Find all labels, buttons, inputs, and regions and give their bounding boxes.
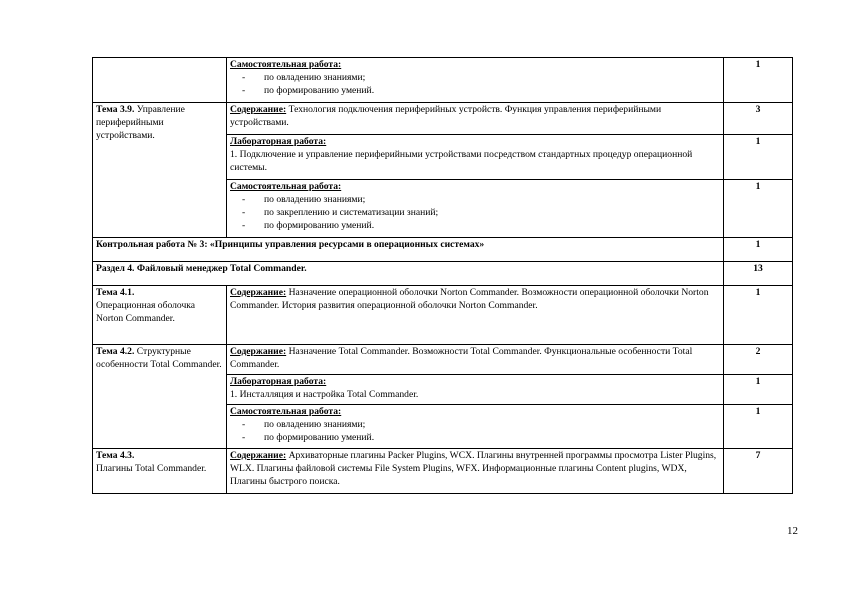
list-item: - по закреплению и систематизации знаний; <box>242 207 439 218</box>
hours-cell: 13 <box>724 262 793 286</box>
content-cell: Содержание: Назначение Total Commander. Возможности Total Commander. Функциональные особенности Total Commander. <box>227 345 724 375</box>
topic-cell: Тема 4.3. Плагины Total Commander. <box>93 449 227 494</box>
list-item: - по овладению знаниями; <box>242 194 366 205</box>
hours-cell: 1 <box>724 405 793 449</box>
item-list <box>230 418 720 444</box>
content-cell: Самостоятельная работа: - по овладению знаниями; - по закреплению и систематизации знаний; - по формированию умений. <box>227 180 724 238</box>
hours-cell: 1 <box>724 135 793 180</box>
content-cell: Содержание: Технология подключения периферийных устройств. Функция управления периферийными устройствами. <box>227 103 724 135</box>
list-item: - по формированию умений. <box>242 432 375 443</box>
list-item: - по формированию умений. <box>242 85 375 96</box>
hours-cell: 3 <box>724 103 793 135</box>
topic-cell <box>93 58 227 103</box>
table-row <box>93 262 793 286</box>
table-row <box>93 345 793 375</box>
content-cell <box>227 58 724 103</box>
topic-cell: Тема 3.9. Управление периферийными устройствами. <box>93 103 227 238</box>
topic-cell: Тема 4.1. Операционная оболочка Norton Commander. <box>93 286 227 345</box>
curriculum-table <box>92 57 793 494</box>
content-cell: Самостоятельная работа: - по овладению знаниями; - по формированию умений. <box>227 405 724 449</box>
content-cell: Лабораторная работа: 1. Инсталляция и настройка Total Commander. <box>227 375 724 405</box>
content-cell: Содержание: Архиваторные плагины Packer Plugins, WCX. Плагины внутренней программы просмотра Lister Plugins, WLX. Плагины файловой системы File System Plugins, WFX. Информационные плагины Content plugins, WDX, Плагины быстрого поиска. <box>227 449 724 494</box>
topic-cell: Тема 4.2. Структурные особенности Total Commander. <box>93 345 227 449</box>
table-row <box>93 449 793 494</box>
hours-cell: 1 <box>724 238 793 262</box>
table-row <box>93 58 793 103</box>
table-row <box>93 103 793 135</box>
section-title-cell: Раздел 4. Файловый менеджер Total Commander. <box>93 262 724 286</box>
hours-cell: 1 <box>724 180 793 238</box>
hours-cell: 2 <box>724 345 793 375</box>
hours-cell: 1 <box>724 375 793 405</box>
table-row <box>93 286 793 345</box>
content-cell: Лабораторная работа: 1. Подключение и управление периферийными устройствами посредством стандартных процедур операционной системы. <box>227 135 724 180</box>
work-label: Самостоятельная работа: <box>230 59 342 70</box>
control-work-cell: Контрольная работа № 3: «Принципы управления ресурсами в операционных системах» <box>93 238 724 262</box>
content-cell: Содержание: Назначение операционной оболочки Norton Commander. Возможности операционной оболочки Norton Commander. История развития операционной оболочки Norton Commander. <box>227 286 724 345</box>
page-number: 12 <box>787 525 798 537</box>
hours-cell: 1 <box>724 58 793 103</box>
list-item: - по овладению знаниями; <box>242 419 366 430</box>
list-item: - по овладению знаниями; <box>242 72 366 83</box>
hours-cell: 1 <box>724 286 793 345</box>
table-row <box>93 238 793 262</box>
item-list <box>230 193 720 232</box>
list-item: - по формированию умений. <box>242 220 375 231</box>
hours-cell: 7 <box>724 449 793 494</box>
item-list <box>230 71 720 97</box>
